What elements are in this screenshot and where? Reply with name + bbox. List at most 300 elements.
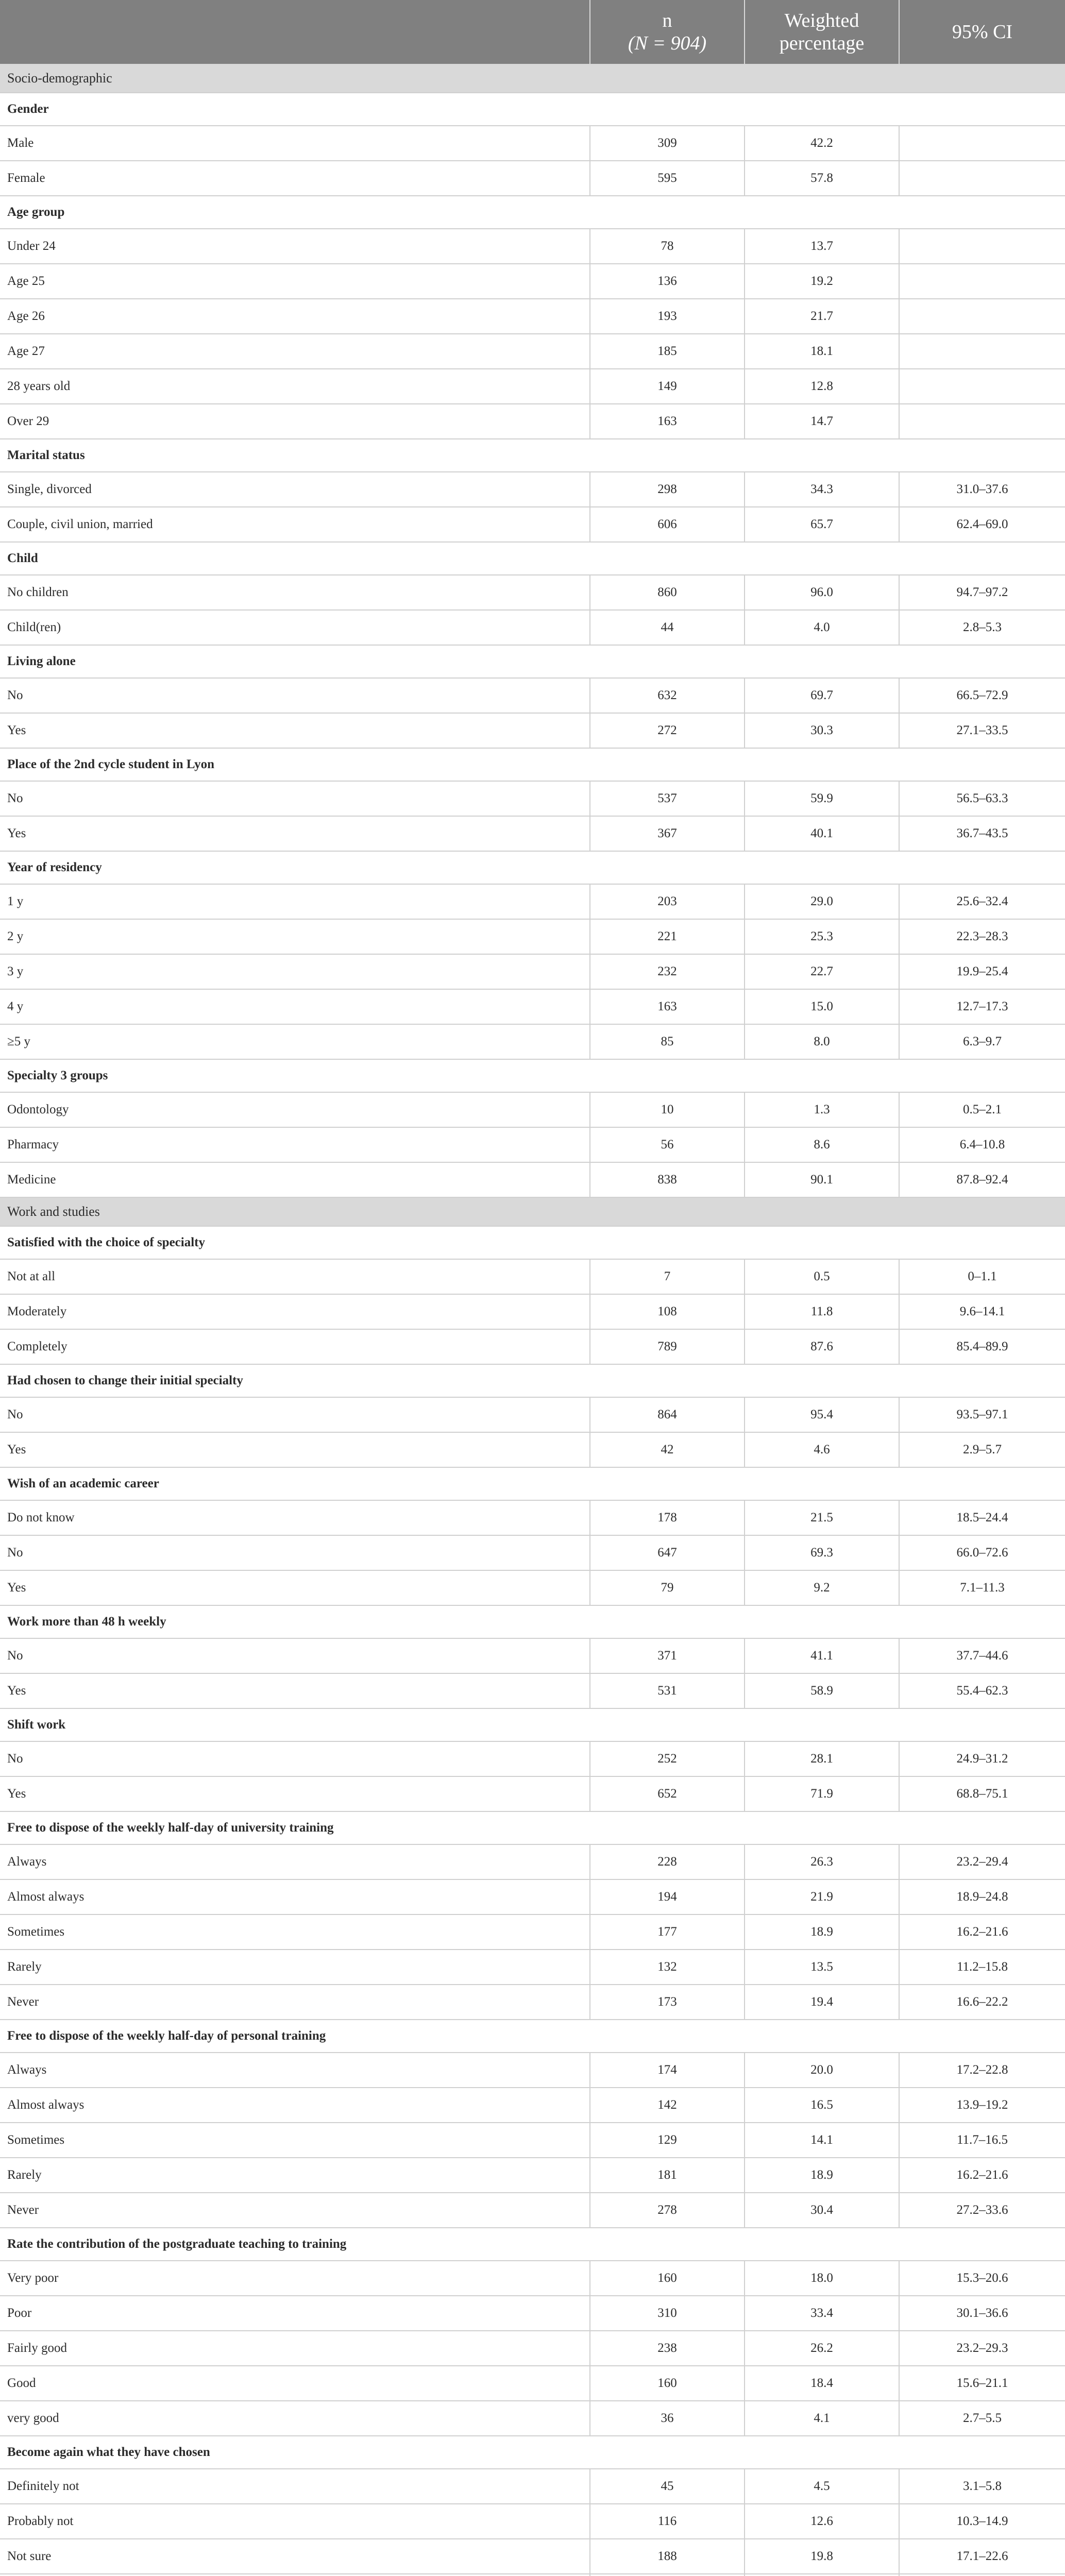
- row-ci: 27.1–33.5: [899, 713, 1065, 748]
- row-label: 3 y: [0, 954, 590, 989]
- row-ci: 17.1–22.6: [899, 2539, 1065, 2574]
- row-n: 142: [590, 2088, 745, 2123]
- group-label: Marital status: [0, 439, 1065, 472]
- row-label: Sometimes: [0, 1914, 590, 1950]
- row-label: Rarely: [0, 1950, 590, 1985]
- group-label: Free to dispose of the weekly half-day of university training: [0, 1811, 1065, 1844]
- row-label: Yes: [0, 1432, 590, 1467]
- group-label: Free to dispose of the weekly half-day of personal training: [0, 2020, 1065, 2053]
- row-n: 310: [590, 2296, 745, 2331]
- row-value: 90.1: [745, 1162, 899, 1197]
- row-value: 8.0: [745, 1024, 899, 1059]
- table-row: [0, 264, 1065, 299]
- row-value: 69.7: [745, 678, 899, 713]
- row-ci: 68.8–75.1: [899, 1776, 1065, 1811]
- row-label: No: [0, 1741, 590, 1776]
- row-value: 1.3: [745, 1092, 899, 1127]
- row-ci: 2.8–5.3: [899, 610, 1065, 645]
- row-label: No: [0, 678, 590, 713]
- row-n: 173: [590, 1985, 745, 2020]
- row-value: 59.9: [745, 781, 899, 816]
- table-row: [0, 2504, 1065, 2539]
- header-percentage-col: Weighted percentage: [745, 0, 899, 64]
- row-n: 7: [590, 1259, 745, 1294]
- row-label: Very poor: [0, 2261, 590, 2296]
- group-header-row: [0, 1605, 1065, 1638]
- group-header-row: [0, 851, 1065, 884]
- table-row: [0, 1776, 1065, 1811]
- row-value: 34.3: [745, 472, 899, 507]
- row-label: 1 y: [0, 884, 590, 919]
- row-value: 13.5: [745, 1950, 899, 1985]
- row-n: 129: [590, 2123, 745, 2158]
- row-n: 789: [590, 1329, 745, 1364]
- row-value: 11.8: [745, 1294, 899, 1329]
- row-ci: 11.2–15.8: [899, 1950, 1065, 1985]
- row-value: 4.1: [745, 2401, 899, 2436]
- row-n: 652: [590, 1776, 745, 1811]
- row-ci: 66.0–72.6: [899, 1535, 1065, 1570]
- row-n: 228: [590, 1844, 745, 1879]
- row-value: 40.1: [745, 816, 899, 851]
- row-n: 531: [590, 1673, 745, 1708]
- row-n: 136: [590, 264, 745, 299]
- row-n: 371: [590, 1638, 745, 1673]
- section-row: [0, 64, 1065, 93]
- row-n: 174: [590, 2053, 745, 2088]
- row-ci: 19.9–25.4: [899, 954, 1065, 989]
- row-value: 28.1: [745, 1741, 899, 1776]
- row-ci: 37.7–44.6: [899, 1638, 1065, 1673]
- group-label: Gender: [0, 93, 1065, 126]
- row-ci: 27.2–33.6: [899, 2193, 1065, 2228]
- row-n: 56: [590, 1127, 745, 1162]
- row-ci: 6.4–10.8: [899, 1127, 1065, 1162]
- group-header-row: [0, 542, 1065, 575]
- row-ci: 56.5–63.3: [899, 781, 1065, 816]
- row-value: 21.9: [745, 1879, 899, 1914]
- row-n: 163: [590, 989, 745, 1024]
- header-n-col: n (N = 904): [590, 0, 745, 64]
- row-label: Not at all: [0, 1259, 590, 1294]
- row-label: Poor: [0, 2296, 590, 2331]
- row-value: 4.6: [745, 1432, 899, 1467]
- row-label: Do not know: [0, 1500, 590, 1535]
- group-header-row: [0, 93, 1065, 126]
- row-value: 18.9: [745, 1914, 899, 1950]
- table-row: [0, 816, 1065, 851]
- row-label: Rarely: [0, 2158, 590, 2193]
- row-n: 36: [590, 2401, 745, 2436]
- row-value: 95.4: [745, 1397, 899, 1432]
- table-row: [0, 1950, 1065, 1985]
- row-value: 18.9: [745, 2158, 899, 2193]
- row-n: 537: [590, 781, 745, 816]
- row-ci: 11.7–16.5: [899, 2123, 1065, 2158]
- table-row: [0, 404, 1065, 439]
- row-value: 41.1: [745, 1638, 899, 1673]
- row-ci: 36.7–43.5: [899, 816, 1065, 851]
- group-label: Work more than 48 h weekly: [0, 1605, 1065, 1638]
- row-ci: 23.2–29.3: [899, 2331, 1065, 2366]
- row-label: Female: [0, 161, 590, 196]
- group-header-row: [0, 1811, 1065, 1844]
- row-ci: 2.9–5.7: [899, 1432, 1065, 1467]
- row-n: 367: [590, 816, 745, 851]
- table-row: [0, 2539, 1065, 2574]
- row-value: 15.0: [745, 989, 899, 1024]
- row-label: [0, 2574, 590, 2576]
- row-ci: 94.7–97.2: [899, 575, 1065, 610]
- row-ci: 0.5–2.1: [899, 1092, 1065, 1127]
- group-label: Satisfied with the choice of specialty: [0, 1226, 1065, 1259]
- group-label: Child: [0, 542, 1065, 575]
- row-label: Odontology: [0, 1092, 590, 1127]
- group-header-row: [0, 2436, 1065, 2469]
- table-row: [0, 1092, 1065, 1127]
- table-row: [0, 369, 1065, 404]
- row-label: Moderately: [0, 1294, 590, 1329]
- row-n: 864: [590, 1397, 745, 1432]
- group-label: Had chosen to change their initial specialty: [0, 1364, 1065, 1397]
- table-row: [0, 1535, 1065, 1570]
- row-ci: [899, 264, 1065, 299]
- row-ci: 13.9–19.2: [899, 2088, 1065, 2123]
- row-ci: [899, 126, 1065, 161]
- section-label: Socio-demographic: [0, 64, 1065, 93]
- row-ci: 7.1–11.3: [899, 1570, 1065, 1605]
- group-header-row: [0, 645, 1065, 678]
- table-row: [0, 1024, 1065, 1059]
- row-value: 19.4: [745, 1985, 899, 2020]
- row-ci: 16.2–21.6: [899, 1914, 1065, 1950]
- row-value: 12.6: [745, 2504, 899, 2539]
- table-row: [0, 2296, 1065, 2331]
- row-ci: 66.5–72.9: [899, 678, 1065, 713]
- row-ci: 16.6–22.2: [899, 1985, 1065, 2020]
- row-value: 18.1: [745, 334, 899, 369]
- row-label: 2 y: [0, 919, 590, 954]
- row-value: 25.3: [745, 919, 899, 954]
- row-label: 4 y: [0, 989, 590, 1024]
- row-label: Not sure: [0, 2539, 590, 2574]
- row-value: 21.5: [745, 1500, 899, 1535]
- table-row: [0, 299, 1065, 334]
- row-ci: 12.7–17.3: [899, 989, 1065, 1024]
- row-label: Never: [0, 2193, 590, 2228]
- table-row: [0, 1432, 1065, 1467]
- row-value: 14.1: [745, 2123, 899, 2158]
- row-ci: 55.4–62.3: [899, 1673, 1065, 1708]
- row-value: 8.6: [745, 1127, 899, 1162]
- table-body: [0, 64, 1065, 2576]
- table-row: [0, 919, 1065, 954]
- row-n: 606: [590, 507, 745, 542]
- group-header-row: [0, 1226, 1065, 1259]
- row-value: 16.5: [745, 2088, 899, 2123]
- row-value: 96.0: [745, 575, 899, 610]
- row-value: 4.0: [745, 610, 899, 645]
- row-value: 12.8: [745, 369, 899, 404]
- row-n: 116: [590, 2504, 745, 2539]
- row-label: Child(ren): [0, 610, 590, 645]
- row-value: 29.0: [745, 884, 899, 919]
- row-ci: 22.3–28.3: [899, 919, 1065, 954]
- table-row: [0, 1914, 1065, 1950]
- row-label: Pharmacy: [0, 1127, 590, 1162]
- row-n: 860: [590, 575, 745, 610]
- row-label: Never: [0, 1985, 590, 2020]
- row-n: 42: [590, 1432, 745, 1467]
- row-ci: 62.4–69.0: [899, 507, 1065, 542]
- row-value: 22.7: [745, 954, 899, 989]
- row-label: Medicine: [0, 1162, 590, 1197]
- row-value: 0.5: [745, 1259, 899, 1294]
- row-ci: 24.9–31.2: [899, 1741, 1065, 1776]
- row-n: 10: [590, 1092, 745, 1127]
- row-ci: 16.2–21.6: [899, 2158, 1065, 2193]
- group-label: Year of residency: [0, 851, 1065, 884]
- table-row: [0, 1741, 1065, 1776]
- table-row: [0, 1294, 1065, 1329]
- row-value: 69.3: [745, 1535, 899, 1570]
- row-ci: 31.0–37.6: [899, 472, 1065, 507]
- table-row: [0, 2366, 1065, 2401]
- row-ci: [899, 404, 1065, 439]
- table-row: [0, 229, 1065, 264]
- group-header-row: [0, 2020, 1065, 2053]
- row-label: Good: [0, 2366, 590, 2401]
- row-ci: [899, 229, 1065, 264]
- row-n: 252: [590, 1741, 745, 1776]
- row-n: 78: [590, 229, 745, 264]
- row-n: 193: [590, 299, 745, 334]
- group-header-row: [0, 1708, 1065, 1741]
- table-row: [0, 126, 1065, 161]
- row-label: No children: [0, 575, 590, 610]
- row-ci: [899, 299, 1065, 334]
- row-label: Single, divorced: [0, 472, 590, 507]
- row-ci: 18.5–24.4: [899, 1500, 1065, 1535]
- table-row: [0, 2574, 1065, 2576]
- row-ci: 10.3–14.9: [899, 2504, 1065, 2539]
- row-ci: 15.6–21.1: [899, 2366, 1065, 2401]
- table-header-row: [0, 0, 1065, 64]
- row-value: 57.8: [745, 161, 899, 196]
- table-row: [0, 161, 1065, 196]
- row-label: Yes: [0, 1570, 590, 1605]
- group-label: Wish of an academic career: [0, 1467, 1065, 1500]
- row-value: 9.2: [745, 1570, 899, 1605]
- table-row: [0, 2123, 1065, 2158]
- row-n: 178: [590, 1500, 745, 1535]
- table-row: [0, 713, 1065, 748]
- row-value: 42.2: [745, 126, 899, 161]
- row-label: Always: [0, 2053, 590, 2088]
- header-ci-col: 95% CI: [952, 21, 1013, 43]
- row-ci: 87.8–92.4: [899, 1162, 1065, 1197]
- row-value: 26.3: [745, 1844, 899, 1879]
- row-value: 33.4: [745, 2296, 899, 2331]
- table-row: [0, 1259, 1065, 1294]
- group-header-row: [0, 196, 1065, 229]
- row-label: Age 25: [0, 264, 590, 299]
- table-row: [0, 1570, 1065, 1605]
- row-ci: 85.4–89.9: [899, 1329, 1065, 1364]
- row-n: 194: [590, 1879, 745, 1914]
- row-value: 13.7: [745, 229, 899, 264]
- table-row: [0, 1844, 1065, 1879]
- group-label: Rate the contribution of the postgraduate teaching to training: [0, 2228, 1065, 2261]
- table-row: [0, 2261, 1065, 2296]
- row-n: [590, 2574, 745, 2576]
- row-label: Sometimes: [0, 2123, 590, 2158]
- row-n: 149: [590, 369, 745, 404]
- section-row: [0, 1197, 1065, 1226]
- table-row: [0, 884, 1065, 919]
- table-row: [0, 1985, 1065, 2020]
- row-n: 595: [590, 161, 745, 196]
- row-n: 188: [590, 2539, 745, 2574]
- table-row: [0, 678, 1065, 713]
- row-label: Yes: [0, 1673, 590, 1708]
- row-label: Definitely not: [0, 2469, 590, 2504]
- table-row: [0, 1500, 1065, 1535]
- row-n: 838: [590, 1162, 745, 1197]
- table-row: [0, 2053, 1065, 2088]
- section-label: Work and studies: [0, 1197, 1065, 1226]
- group-label: Specialty 3 groups: [0, 1059, 1065, 1092]
- row-value: 19.8: [745, 2539, 899, 2574]
- row-label: Couple, civil union, married: [0, 507, 590, 542]
- row-value: 58.9: [745, 1673, 899, 1708]
- group-header-row: [0, 1364, 1065, 1397]
- row-ci: [899, 369, 1065, 404]
- table-row: [0, 1127, 1065, 1162]
- table-row: [0, 610, 1065, 645]
- table-row: [0, 334, 1065, 369]
- row-value: 87.6: [745, 1329, 899, 1364]
- table-row: [0, 2401, 1065, 2436]
- row-value: 14.7: [745, 404, 899, 439]
- row-value: 21.7: [745, 299, 899, 334]
- row-ci: [899, 334, 1065, 369]
- row-n: 232: [590, 954, 745, 989]
- row-value: 4.5: [745, 2469, 899, 2504]
- row-label: Almost always: [0, 2088, 590, 2123]
- row-n: 85: [590, 1024, 745, 1059]
- row-label: No: [0, 1397, 590, 1432]
- table-row: [0, 954, 1065, 989]
- row-label: Completely: [0, 1329, 590, 1364]
- table-row: [0, 507, 1065, 542]
- row-label: No: [0, 781, 590, 816]
- row-ci: 17.2–22.8: [899, 2053, 1065, 2088]
- row-ci: 2.7–5.5: [899, 2401, 1065, 2436]
- row-label: Age 27: [0, 334, 590, 369]
- row-label: Age 26: [0, 299, 590, 334]
- row-value: 26.2: [745, 2331, 899, 2366]
- row-label: No: [0, 1638, 590, 1673]
- row-n: 647: [590, 1535, 745, 1570]
- row-label: No: [0, 1535, 590, 1570]
- table-row: [0, 1329, 1065, 1364]
- row-n: 45: [590, 2469, 745, 2504]
- row-label: Fairly good: [0, 2331, 590, 2366]
- table-row: [0, 2088, 1065, 2123]
- group-header-row: [0, 1059, 1065, 1092]
- row-label: Always: [0, 1844, 590, 1879]
- group-header-row: [0, 2228, 1065, 2261]
- row-n: 132: [590, 1950, 745, 1985]
- table-row: [0, 1673, 1065, 1708]
- row-ci: 18.9–24.8: [899, 1879, 1065, 1914]
- row-value: [745, 2574, 899, 2576]
- row-label: Almost always: [0, 1879, 590, 1914]
- row-value: 65.7: [745, 507, 899, 542]
- row-ci: 30.1–36.6: [899, 2296, 1065, 2331]
- table-row: [0, 989, 1065, 1024]
- row-n: 632: [590, 678, 745, 713]
- row-ci: 3.1–5.8: [899, 2469, 1065, 2504]
- row-ci: 23.2–29.4: [899, 1844, 1065, 1879]
- row-n: 177: [590, 1914, 745, 1950]
- row-n: 278: [590, 2193, 745, 2228]
- group-label: Living alone: [0, 645, 1065, 678]
- row-n: 181: [590, 2158, 745, 2193]
- row-label: Male: [0, 126, 590, 161]
- row-value: 71.9: [745, 1776, 899, 1811]
- row-label: Probably not: [0, 2504, 590, 2539]
- table-row: [0, 575, 1065, 610]
- table-row: [0, 472, 1065, 507]
- table-row: [0, 1638, 1065, 1673]
- row-n: 298: [590, 472, 745, 507]
- row-value: 20.0: [745, 2053, 899, 2088]
- table-row: [0, 2193, 1065, 2228]
- header-label-col: [0, 0, 590, 64]
- row-label: 28 years old: [0, 369, 590, 404]
- table-row: [0, 1879, 1065, 1914]
- row-label: Yes: [0, 713, 590, 748]
- table-row: [0, 781, 1065, 816]
- row-label: very good: [0, 2401, 590, 2436]
- row-ci: 15.3–20.6: [899, 2261, 1065, 2296]
- row-label: Over 29: [0, 404, 590, 439]
- row-ci: 9.6–14.1: [899, 1294, 1065, 1329]
- row-ci: 0–1.1: [899, 1259, 1065, 1294]
- row-n: 79: [590, 1570, 745, 1605]
- row-value: 18.0: [745, 2261, 899, 2296]
- row-ci: 6.3–9.7: [899, 1024, 1065, 1059]
- row-n: 108: [590, 1294, 745, 1329]
- group-header-row: [0, 748, 1065, 781]
- row-n: 203: [590, 884, 745, 919]
- row-n: 309: [590, 126, 745, 161]
- group-label: Become again what they have chosen: [0, 2436, 1065, 2469]
- table-row: [0, 2158, 1065, 2193]
- row-n: 44: [590, 610, 745, 645]
- row-n: 272: [590, 713, 745, 748]
- row-ci: [899, 2574, 1065, 2576]
- row-label: Under 24: [0, 229, 590, 264]
- row-value: 18.4: [745, 2366, 899, 2401]
- group-label: Shift work: [0, 1708, 1065, 1741]
- table-row: [0, 2469, 1065, 2504]
- row-ci: [899, 161, 1065, 196]
- group-label: Age group: [0, 196, 1065, 229]
- row-ci: 25.6–32.4: [899, 884, 1065, 919]
